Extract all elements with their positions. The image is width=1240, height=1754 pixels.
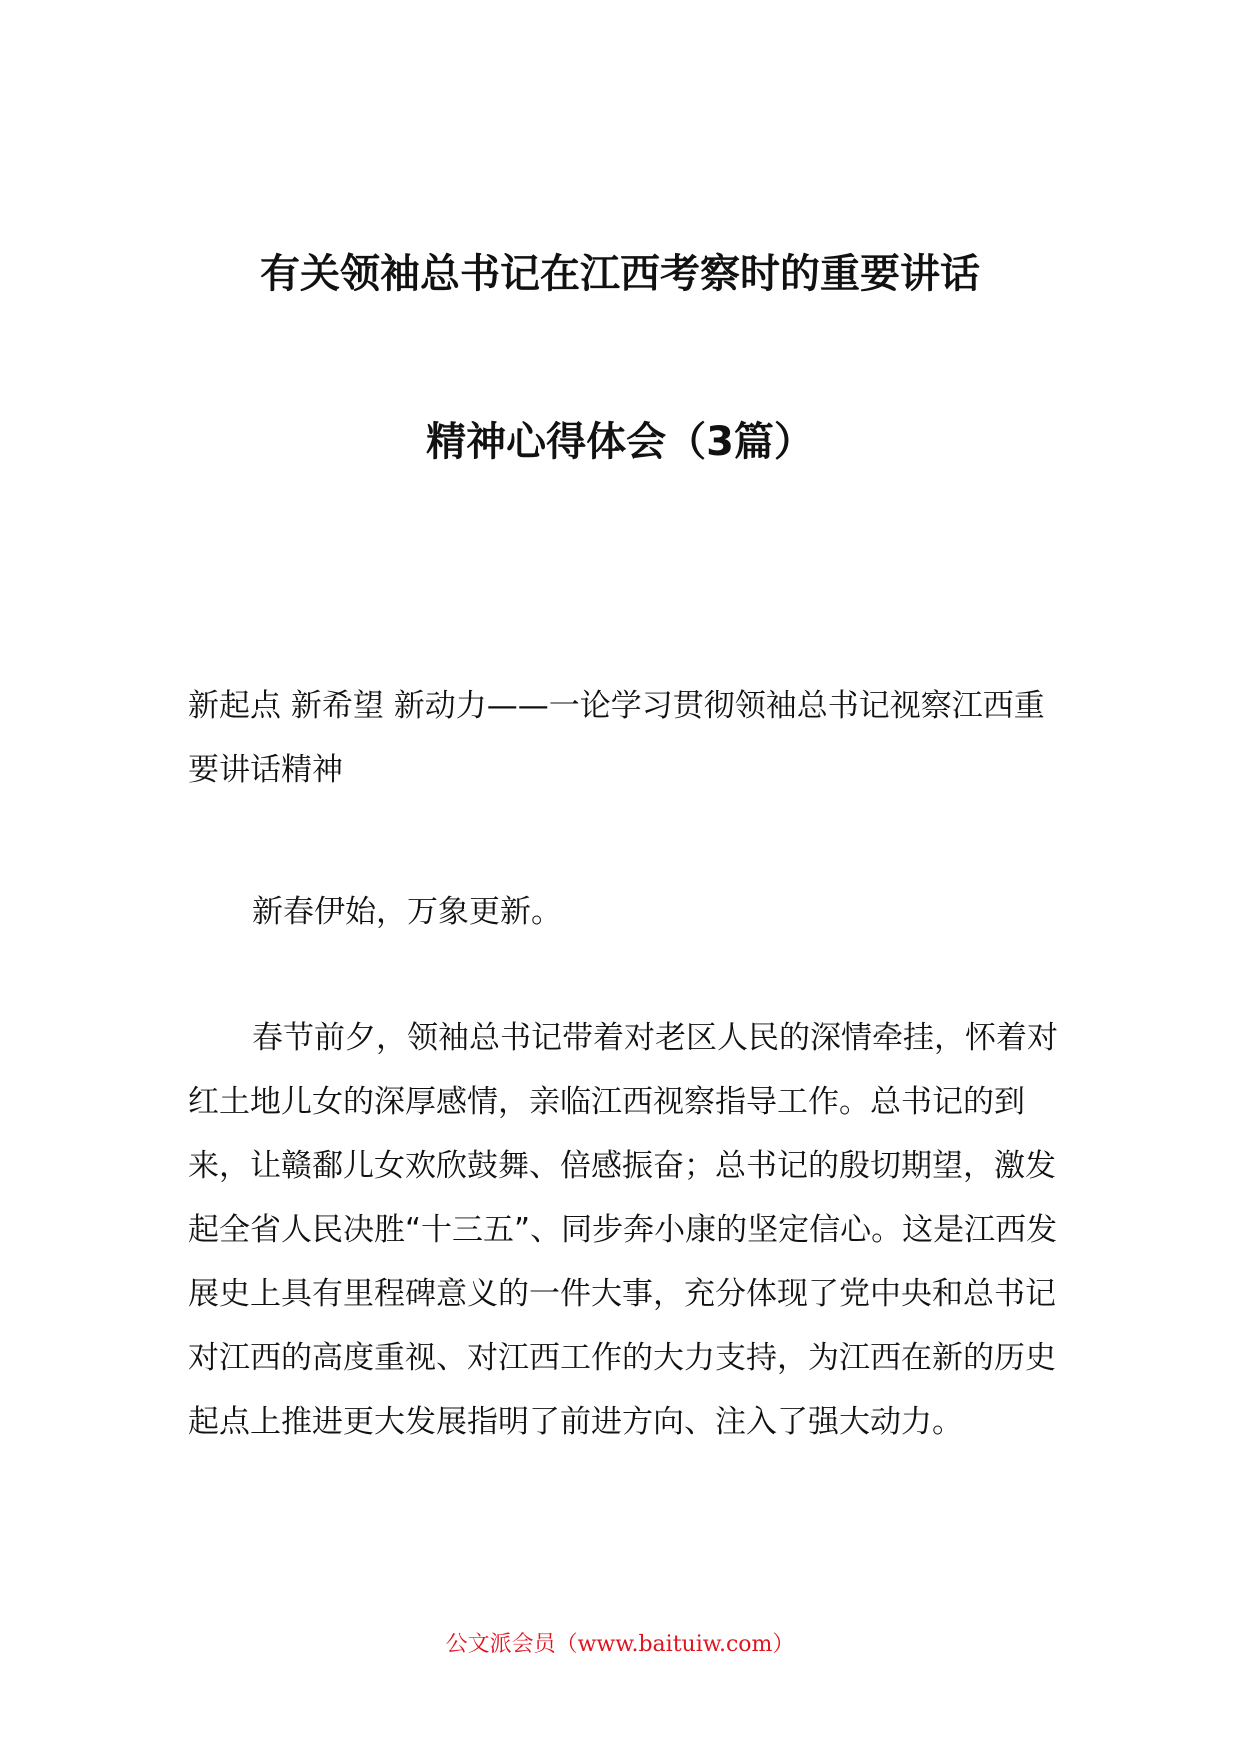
paragraph-2: 春节前夕，领袖总书记带着对老区人民的深情牵挂，怀着对红土地儿女的深厚感情，亲临江西视察指导工作。总书记的到来，让赣鄱儿女欢欣鼓舞、倍感振奋；总书记的殷切期望，激发起全省人民决胜“十三五”、同步奔小康的坚定信心。这是江西发展史上具有里程碑意义的一件大事，充分体现了党中央和总书记对江西的高度重视、对江西工作的大力支持，为江西在新的历史起点上推进更大发展指明了前进方向、注入了强大动力。 bbox=[188, 1020, 1058, 1440]
document-title-line-2: 精神心得体会（3篇） bbox=[426, 419, 814, 465]
document-title-line-1: 有关领袖总书记在江西考察时的重要讲话 bbox=[260, 251, 980, 297]
paragraph-1: 新春伊始，万象更新。 bbox=[252, 894, 562, 930]
article-subtitle: 新起点 新希望 新动力——一论学习贯彻领袖总书记视察江西重要讲话精神 bbox=[188, 688, 1045, 788]
footer-watermark: 公文派会员（www.baituiw.com） bbox=[445, 1632, 795, 1657]
